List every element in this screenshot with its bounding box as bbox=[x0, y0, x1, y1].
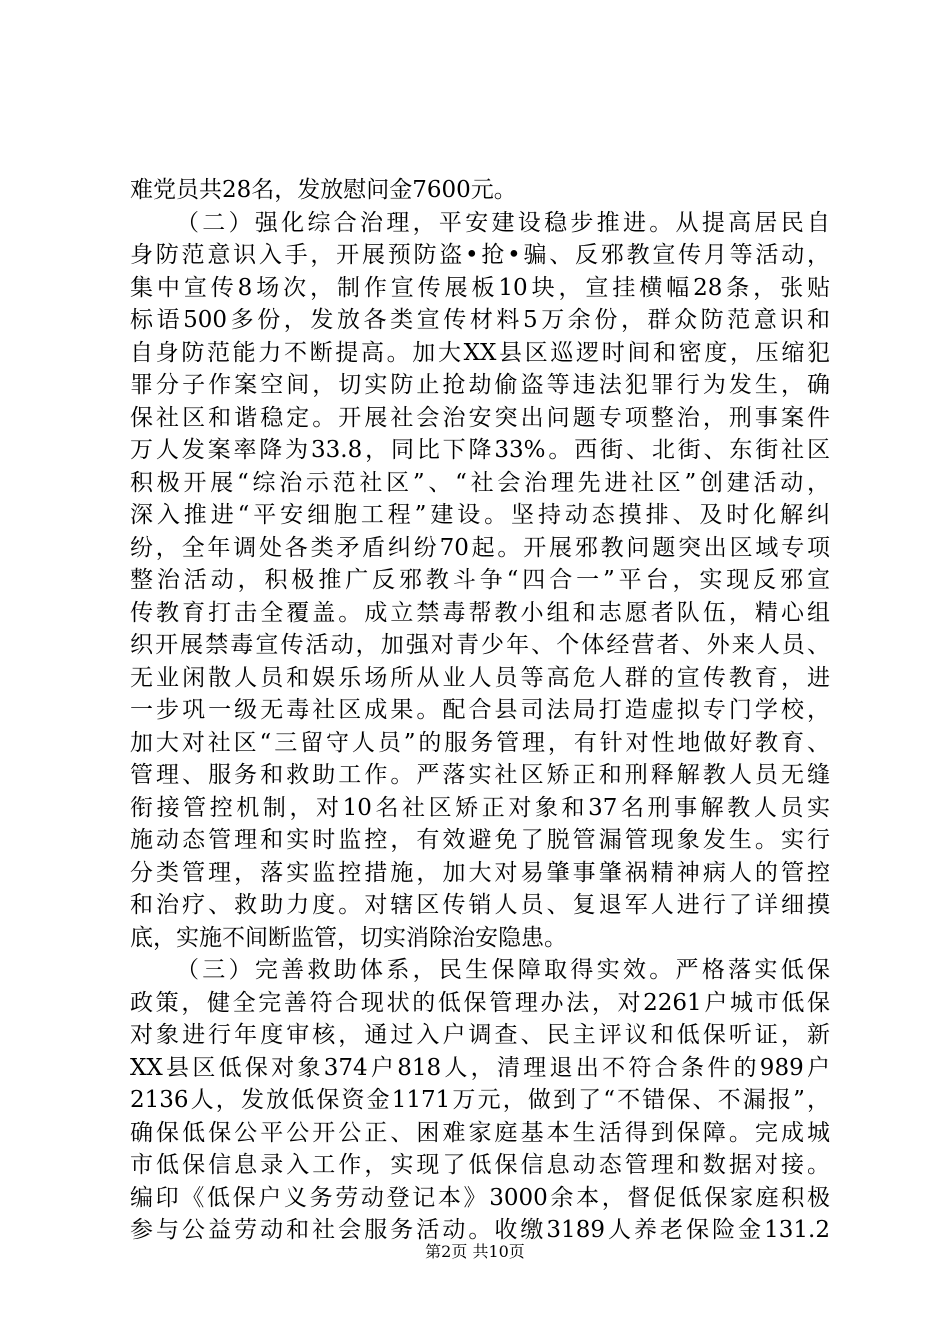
text-line: 加大对社区“三留守人员”的服务管理，有针对性地做好教育、 bbox=[130, 729, 830, 756]
text-line: 传教育打击全覆盖。成立禁毒帮教小组和志愿者队伍，精心组 bbox=[130, 599, 830, 626]
text-line: 一步巩一级无毒社区成果。配合县司法局打造虚拟专门学校， bbox=[130, 697, 830, 723]
text-line: 罪分子作案空间，切实防止抢劫偷盗等违法犯罪行为发生，确 bbox=[130, 372, 830, 398]
text-line: 参与公益劳动和社会服务活动。收缴3189人养老保险金131.2 bbox=[130, 1217, 830, 1243]
text-line: 整治活动，积极推广反邪教斗争“四合一”平台，实现反邪宣 bbox=[130, 567, 830, 593]
text-line: 织开展禁毒宣传活动，加强对青少年、个体经营者、外来人员、 bbox=[130, 632, 830, 658]
text-line: 万人发案率降为33.8，同比下降33%。西街、北街、东街社区 bbox=[130, 437, 830, 463]
text-line: 无业闲散人员和娱乐场所从业人员等高危人群的宣传教育，进 bbox=[130, 664, 830, 691]
text-line: 积极开展“综治示范社区”、“社会治理先进社区”创建活动， bbox=[130, 469, 830, 496]
text-line: 对象进行年度审核，通过入户调查、民主评议和低保听证，新 bbox=[130, 1022, 830, 1048]
text-line: 管理、服务和救助工作。严落实社区矫正和刑释解教人员无缝 bbox=[130, 762, 830, 788]
page-number-footer: 第2页 共10页 bbox=[425, 1242, 525, 1261]
text-line: 身防范意识入手，开展预防盗•抢•骗、反邪教宣传月等活动， bbox=[130, 242, 830, 268]
text-line: 自身防范能力不断提高。加大XX县区巡逻时间和密度，压缩犯 bbox=[130, 339, 830, 366]
text-line: 政策，健全完善符合现状的低保管理办法，对2261户城市低保 bbox=[130, 989, 830, 1016]
text-line: 2136人，发放低保资金1171万元，做到了“不错保、不漏报”， bbox=[130, 1087, 830, 1113]
text-line: 集中宣传8场次，制作宣传展板10块，宣挂横幅28条，张贴 bbox=[130, 274, 830, 301]
text-line: XX县区低保对象374户818人，清理退出不符合条件的989户 bbox=[130, 1054, 830, 1081]
text-line: 衔接管控机制，对10名社区矫正对象和37名刑事解教人员实 bbox=[130, 794, 830, 821]
text-line: 分类管理，落实监控措施，加大对易肇事肇祸精神病人的管控 bbox=[130, 859, 830, 886]
text-line: 确保低保公平公开公正、困难家庭基本生活得到保障。完成城 bbox=[130, 1119, 830, 1146]
text-line: 深入推进“平安细胞工程”建设。坚持动态摸排、及时化解纠 bbox=[130, 502, 830, 528]
section-heading-line: （二）强化综合治理，平安建设稳步推进。从提高居民自 bbox=[176, 209, 830, 236]
text-line: 和治疗、救助力度。对辖区传销人员、复退军人进行了详细摸 bbox=[130, 892, 830, 918]
text-line: 底，实施不间断监管，切实消除治安隐患。 bbox=[130, 924, 567, 951]
text-line: 市低保信息录入工作，实现了低保信息动态管理和数据对接。 bbox=[130, 1152, 830, 1178]
document-body bbox=[130, 174, 830, 1247]
text-line: 保社区和谐稳定。开展社会治安突出问题专项整治，刑事案件 bbox=[130, 404, 830, 431]
text-line: 编印《低保户义务劳动登记本》3000余本，督促低保家庭积极 bbox=[130, 1184, 830, 1211]
text-line: 施动态管理和实时监控，有效避免了脱管漏管现象发生。实行 bbox=[130, 827, 830, 853]
text-line: 标语500多份，发放各类宣传材料5万余份，群众防范意识和 bbox=[130, 307, 830, 333]
text-line: 纷，全年调处各类矛盾纠纷70起。开展邪教问题突出区域专项 bbox=[130, 534, 830, 561]
text-line: 难党员共28名，发放慰问金7600元。 bbox=[130, 177, 517, 203]
section-heading-line: （三）完善救助体系，民生保障取得实效。严格落实低保 bbox=[176, 957, 830, 983]
